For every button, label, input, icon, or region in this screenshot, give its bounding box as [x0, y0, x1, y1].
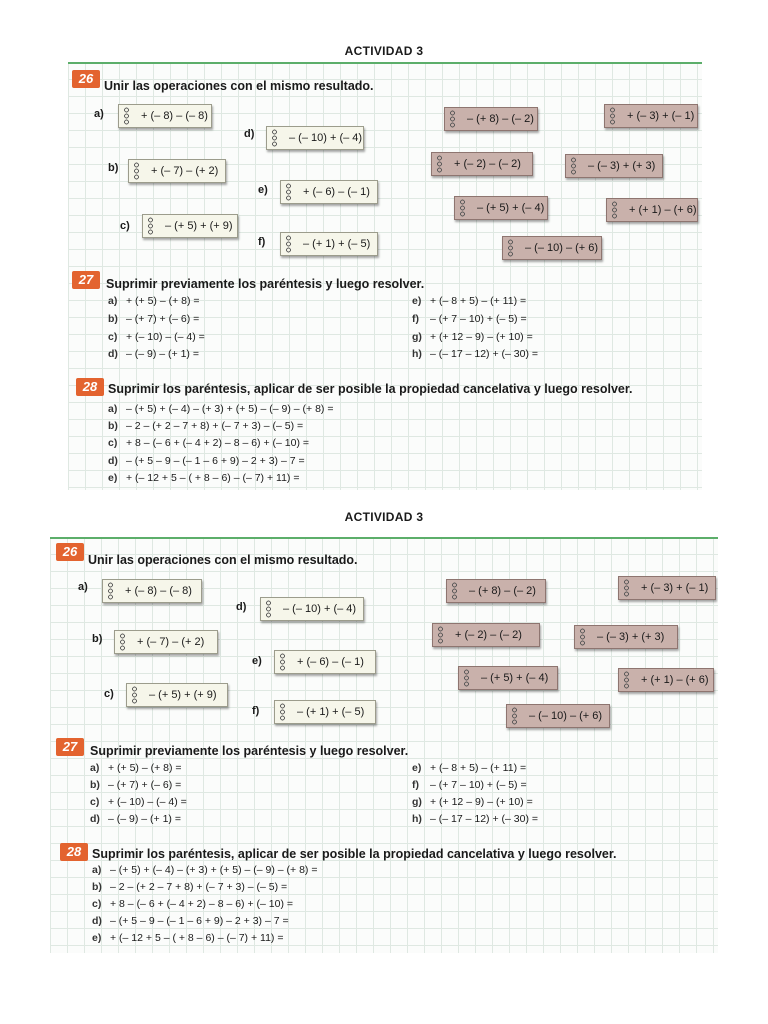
spiral-binding-icon [147, 217, 154, 235]
option-label: b) [108, 162, 119, 174]
operation-card[interactable]: – (+ 1) + (– 5) [280, 232, 378, 256]
exercise-number-badge: 27 [56, 738, 84, 756]
spiral-binding-icon [623, 579, 630, 597]
exercise-item: f) – (+ 7 – 10) + (– 5) = [412, 779, 527, 791]
spiral-binding-icon [131, 686, 138, 704]
answer-card[interactable]: – (+ 8) – (– 2) [444, 107, 538, 131]
activity-title: ACTIVIDAD 3 [344, 44, 424, 58]
exercise-heading: Unir las operaciones con el mismo resultado. [88, 553, 358, 567]
exercise-item: a) – (+ 5) + (– 4) – (+ 3) + (+ 5) – (– 9) – (+ 8) = [108, 403, 334, 415]
option-label: a) [94, 108, 104, 120]
operation-card[interactable]: + (– 7) – (+ 2) [114, 630, 218, 654]
option-label: f) [258, 236, 266, 248]
top-rule [50, 537, 718, 539]
exercise-heading: Unir las operaciones con el mismo resultado. [104, 79, 374, 93]
option-label: f) [252, 705, 260, 717]
operation-card[interactable]: + (– 8) – (– 8) [118, 104, 212, 128]
exercise-heading: Suprimir los paréntesis, aplicar de ser posible la propiedad cancelativa y luego resolver. [92, 847, 617, 861]
spiral-binding-icon [449, 110, 456, 128]
exercise-item: g) + (+ 12 – 9) – (+ 10) = [412, 331, 533, 343]
exercise-item: d) – (– 9) – (+ 1) = [90, 813, 181, 825]
exercise-item: d) – (– 9) – (+ 1) = [108, 348, 199, 360]
spiral-binding-icon [609, 107, 616, 125]
spiral-binding-icon [436, 155, 443, 173]
spiral-binding-icon [279, 703, 286, 721]
exercise-item: b) – (+ 7) + (– 6) = [90, 779, 182, 791]
exercise-item: f) – (+ 7 – 10) + (– 5) = [412, 313, 527, 325]
exercise-item: a) + (+ 5) – (+ 8) = [108, 295, 200, 307]
option-label: d) [244, 128, 255, 140]
operation-card[interactable]: + (– 8) – (– 8) [102, 579, 202, 603]
exercise-item: a) + (+ 5) – (+ 8) = [90, 762, 182, 774]
top-rule [68, 62, 702, 64]
spiral-binding-icon [463, 669, 470, 687]
answer-card[interactable]: – (– 10) – (+ 6) [502, 236, 602, 260]
option-label: c) [104, 688, 114, 700]
exercise-item: g) + (+ 12 – 9) – (+ 10) = [412, 796, 533, 808]
spiral-binding-icon [271, 129, 278, 147]
operation-card[interactable]: – (– 10) + (– 4) [266, 126, 364, 150]
answer-card[interactable]: – (– 10) – (+ 6) [506, 704, 610, 728]
spiral-binding-icon [123, 107, 130, 125]
exercise-item: e) + (– 8 + 5) – (+ 11) = [412, 762, 527, 774]
answer-card[interactable]: + (– 2) – (– 2) [431, 152, 533, 176]
answer-card[interactable]: + (+ 1) – (+ 6) [606, 198, 698, 222]
exercise-item: e) + (– 12 + 5 – ( + 8 – 6) – (– 7) + 11) = [108, 472, 300, 484]
exercise-item: e) + (– 12 + 5 – ( + 8 – 6) – (– 7) + 11) = [92, 932, 284, 944]
option-label: e) [252, 655, 262, 667]
option-label: d) [236, 601, 247, 613]
exercise-item: h) – (– 17 – 12) + (– 30) = [412, 348, 538, 360]
answer-card[interactable]: – (– 3) + (+ 3) [574, 625, 678, 649]
answer-card[interactable]: + (– 2) – (– 2) [432, 623, 540, 647]
exercise-item: h) – (– 17 – 12) + (– 30) = [412, 813, 538, 825]
operation-card[interactable]: – (+ 5) + (+ 9) [126, 683, 228, 707]
spiral-binding-icon [119, 633, 126, 651]
exercise-heading: Suprimir previamente los paréntesis y luego resolver. [90, 744, 409, 758]
exercise-heading: Suprimir los paréntesis, aplicar de ser posible la propiedad cancelativa y luego resolver. [108, 382, 633, 396]
spiral-binding-icon [570, 157, 577, 175]
exercise-item: b) – 2 – (+ 2 – 7 + 8) + (– 7 + 3) – (– 5) = [108, 420, 304, 432]
operation-card[interactable]: + (– 6) – (– 1) [280, 180, 378, 204]
exercise-item: c) + 8 – (– 6 + (– 4 + 2) – 8 – 6) + (– 10) = [108, 437, 309, 449]
option-label: a) [78, 581, 88, 593]
answer-card[interactable]: – (– 3) + (+ 3) [565, 154, 663, 178]
exercise-item: b) – (+ 7) + (– 6) = [108, 313, 200, 325]
spiral-binding-icon [133, 162, 140, 180]
option-label: b) [92, 633, 103, 645]
spiral-binding-icon [107, 582, 114, 600]
worksheet-block [68, 62, 702, 490]
operation-card[interactable]: – (+ 5) + (+ 9) [142, 214, 238, 238]
exercise-number-badge: 28 [60, 843, 88, 861]
answer-card[interactable]: + (– 3) + (– 1) [618, 576, 716, 600]
operation-card[interactable]: – (– 10) + (– 4) [260, 597, 364, 621]
exercise-item: c) + 8 – (– 6 + (– 4 + 2) – 8 – 6) + (– 10) = [92, 898, 293, 910]
exercise-number-badge: 26 [72, 70, 100, 88]
spiral-binding-icon [265, 600, 272, 618]
answer-card[interactable]: – (+ 8) – (– 2) [446, 579, 546, 603]
exercise-item: d) – (+ 5 – 9 – (– 1 – 6 + 9) – 2 + 3) – 7 = [92, 915, 289, 927]
answer-card[interactable]: – (+ 5) + (– 4) [454, 196, 548, 220]
activity-title: ACTIVIDAD 3 [344, 510, 424, 524]
exercise-item: c) + (– 10) – (– 4) = [90, 796, 187, 808]
spiral-binding-icon [611, 201, 618, 219]
answer-card[interactable]: – (+ 5) + (– 4) [458, 666, 558, 690]
spiral-binding-icon [285, 183, 292, 201]
option-label: c) [120, 220, 130, 232]
exercise-number-badge: 28 [76, 378, 104, 396]
exercise-item: c) + (– 10) – (– 4) = [108, 331, 205, 343]
exercise-item: b) – 2 – (+ 2 – 7 + 8) + (– 7 + 3) – (– 5) = [92, 881, 288, 893]
spiral-binding-icon [285, 235, 292, 253]
option-label: e) [258, 184, 268, 196]
operation-card[interactable]: – (+ 1) + (– 5) [274, 700, 376, 724]
exercise-item: a) – (+ 5) + (– 4) – (+ 3) + (+ 5) – (– 9) – (+ 8) = [92, 864, 318, 876]
answer-card[interactable]: + (– 3) + (– 1) [604, 104, 698, 128]
exercise-item: d) – (+ 5 – 9 – (– 1 – 6 + 9) – 2 + 3) – 7 = [108, 455, 305, 467]
spiral-binding-icon [459, 199, 466, 217]
exercise-number-badge: 27 [72, 271, 100, 289]
exercise-item: e) + (– 8 + 5) – (+ 11) = [412, 295, 527, 307]
spiral-binding-icon [451, 582, 458, 600]
spiral-binding-icon [279, 653, 286, 671]
spiral-binding-icon [507, 239, 514, 257]
spiral-binding-icon [579, 628, 586, 646]
spiral-binding-icon [623, 671, 630, 689]
operation-card[interactable]: + (– 6) – (– 1) [274, 650, 376, 674]
exercise-number-badge: 26 [56, 543, 84, 561]
spiral-binding-icon [511, 707, 518, 725]
worksheet-block [50, 537, 718, 953]
exercise-heading: Suprimir previamente los paréntesis y luego resolver. [106, 277, 425, 291]
answer-card[interactable]: + (+ 1) – (+ 6) [618, 668, 714, 692]
operation-card[interactable]: + (– 7) – (+ 2) [128, 159, 226, 183]
spiral-binding-icon [437, 626, 444, 644]
